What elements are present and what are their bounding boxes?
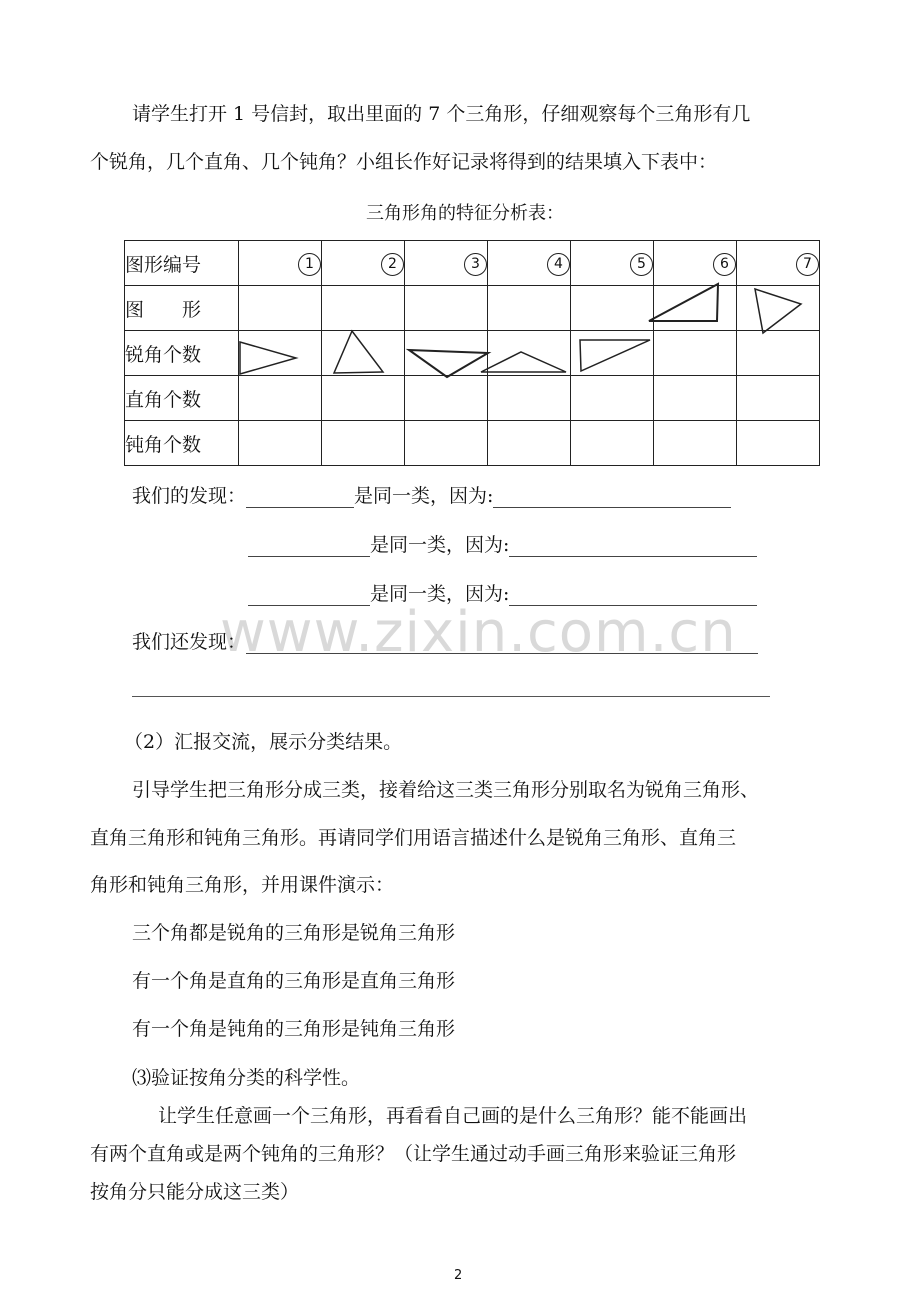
answer-blank[interactable] xyxy=(246,489,354,508)
watermark: www.zixin.com.cn xyxy=(220,600,737,665)
reason-blank[interactable] xyxy=(509,538,757,557)
intro-line-2: 个锐角，几个直角、几个钝角？小组长作好记录将得到的结果填入下表中： xyxy=(90,151,718,173)
more-findings-blank[interactable] xyxy=(246,635,758,654)
section-2-line-1: 引导学生把三角形分成三类，接着给这三类三角形分别取名为锐角三角形、 xyxy=(132,779,760,801)
findings-row-2 xyxy=(248,533,757,557)
triangle-1 xyxy=(240,342,296,374)
figure-number-7: 7 xyxy=(737,241,820,286)
findings-label: 我们的发现： xyxy=(132,485,247,507)
header-label: 图形编号 xyxy=(125,241,239,286)
row-label-acute: 锐角个数 xyxy=(125,331,239,376)
definition-obtuse: 有一个角是钝角的三角形是钝角三角形 xyxy=(132,1018,456,1040)
triangle-6 xyxy=(649,284,718,321)
figure-number-2: 2 xyxy=(322,241,405,286)
findings-row-1 xyxy=(132,484,731,508)
triangle-7 xyxy=(755,289,801,333)
answer-blank[interactable] xyxy=(248,538,370,557)
row-label-figure: 图 形 xyxy=(125,286,239,331)
row-label-right: 直角个数 xyxy=(125,376,239,421)
row-label-obtuse: 钝角个数 xyxy=(125,421,239,466)
intro-line-1: 请学生打开 1 号信封，取出里面的 7 个三角形，仔细观察每个三角形有几 xyxy=(132,103,751,125)
section-2-line-2: 直角三角形和钝角三角形。再请同学们用语言描述什么是锐角三角形、直角三 xyxy=(90,827,737,849)
section-2-line-3: 角形和钝角三角形，并用课件演示： xyxy=(90,874,395,896)
section-2-heading: （2）汇报交流，展示分类结果。 xyxy=(124,731,403,753)
reason-blank[interactable] xyxy=(493,489,731,508)
figure-number-4: 4 xyxy=(488,241,571,286)
page-number: 2 xyxy=(454,1268,463,1283)
figure-number-5: 5 xyxy=(571,241,654,286)
definition-right: 有一个角是直角的三角形是直角三角形 xyxy=(132,970,456,992)
section-3-line-3: 按角分只能分成这三类） xyxy=(90,1181,300,1203)
triangle-figures xyxy=(0,0,920,500)
same-class-text: 是同一类，因为: xyxy=(370,534,510,556)
triangle-2 xyxy=(334,331,383,373)
figure-number-3: 3 xyxy=(405,241,488,286)
figure-number-6: 6 xyxy=(654,241,737,286)
figure-number-1: 1 xyxy=(239,241,322,286)
same-class-text: 是同一类，因为: xyxy=(354,485,494,507)
triangle-4 xyxy=(481,352,566,372)
table-caption: 三角形角的特征分析表： xyxy=(366,203,564,224)
more-findings-label: 我们还发现： xyxy=(132,631,247,653)
triangle-3 xyxy=(409,350,488,377)
same-class-text: 是同一类，因为: xyxy=(370,583,510,605)
section-3-heading: ⑶验证按角分类的科学性。 xyxy=(132,1067,361,1089)
more-findings-row xyxy=(132,630,758,654)
triangle-5 xyxy=(580,340,650,371)
section-3-line-1: 让学生任意画一个三角形，再看看自己画的是什么三角形？能不能画出 xyxy=(158,1105,748,1127)
more-findings-rule[interactable] xyxy=(132,696,770,697)
section-3-line-2: 有两个直角或是两个钝角的三角形？（让学生通过动手画三角形来验证三角形 xyxy=(90,1143,737,1165)
definition-acute: 三个角都是锐角的三角形是锐角三角形 xyxy=(132,922,456,944)
